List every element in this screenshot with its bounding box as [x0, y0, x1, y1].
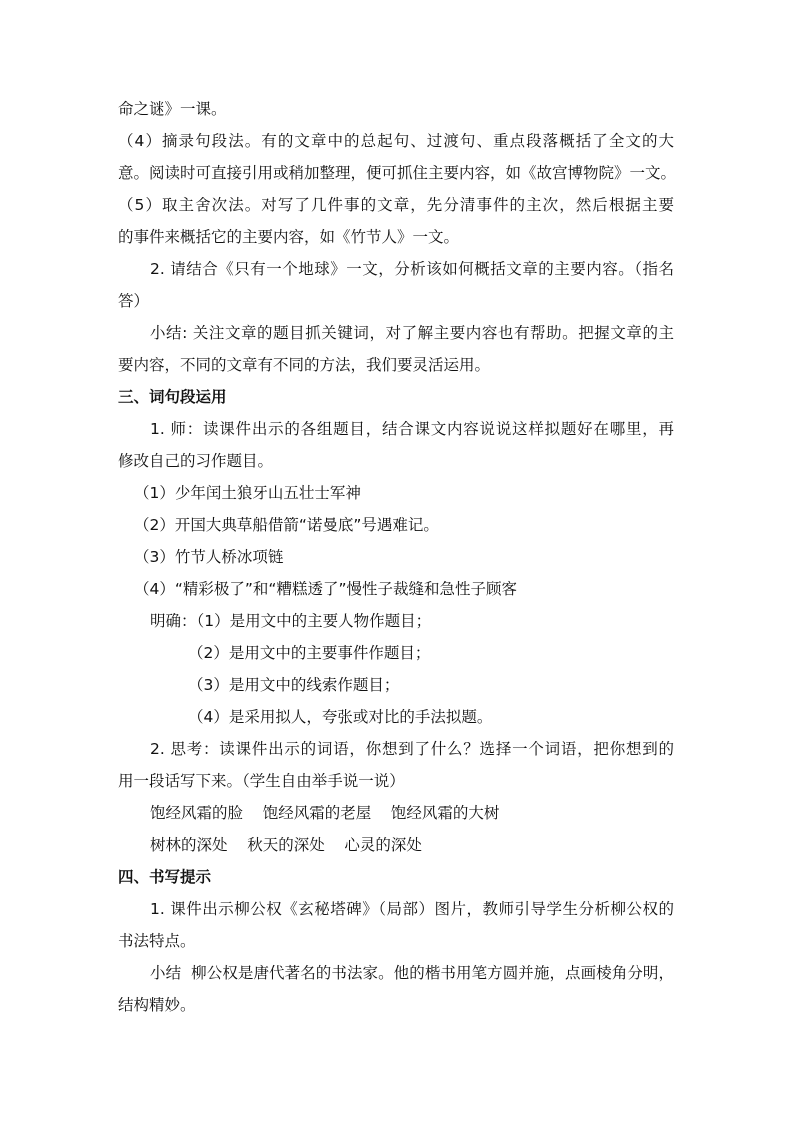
text-line: 2. 请结合《只有一个地球》一文，分析该如何概括文章的主要内容。（指名	[150, 260, 674, 278]
section-heading: 三、词句段运用	[118, 388, 227, 406]
text-line: （3）是用文中的线索作题目；	[188, 676, 400, 694]
text-line: 饱经风霜的脸 饱经风霜的老屋 饱经风霜的大树	[150, 804, 500, 822]
text-line: 1. 课件出示柳公权《玄秘塔碑》（局部）图片，教师引导学生分析柳公权的	[150, 900, 674, 918]
text-line: （5）取主舍次法。对写了几件事的文章，先分清事件的主次，然后根据主要	[118, 196, 674, 214]
text-line: 小结 柳公权是唐代著名的书法家。他的楷书用笔方圆并施，点画棱角分明，	[150, 964, 674, 982]
text-line: 2. 思考：读课件出示的词语，你想到了什么？选择一个词语，把你想到的	[150, 740, 674, 758]
text-line: 书法特点。	[118, 932, 196, 950]
text-line: （4）是采用拟人，夸张或对比的手法拟题。	[188, 708, 493, 726]
text-line: 用一段话写下来。（学生自由举手说一说）	[118, 772, 405, 790]
text-line: 1. 师：读课件出示的各组题目，结合课文内容说说这样拟题好在哪里，再	[150, 420, 674, 438]
text-line: 修改自己的习作题目。	[118, 452, 274, 470]
list-item: （2）开国大典草船借箭“诺曼底”号遇难记。	[134, 516, 439, 534]
list-item: （3）竹节人桥冰项链	[134, 548, 284, 566]
text-line: 结构精妙。	[118, 996, 196, 1014]
text-line: 命之谜》一课。	[118, 100, 227, 118]
text-line: 意。阅读时可直接引用或稍加整理，便可抓住主要内容，如《故宫博物院》一文。	[118, 164, 677, 182]
section-heading: 四、书写提示	[118, 868, 212, 886]
text-line: 要内容，不同的文章有不同的方法，我们要灵活运用。	[118, 356, 491, 374]
text-line: （4）摘录句段法。有的文章中的总起句、过渡句、重点段落概括了全文的大	[118, 132, 674, 150]
text-line: 小结: 关注文章的题目抓关键词，对了解主要内容也有帮助。把握文章的主	[150, 324, 674, 342]
list-item: （4）“精彩极了”和“糟糕透了”慢性子裁缝和急性子顾客	[134, 580, 517, 598]
text-line: （2）是用文中的主要事件作题目；	[188, 644, 431, 662]
text-line: 树林的深处 秋天的深处 心灵的深处	[150, 836, 422, 854]
list-item: （1）少年闰土狼牙山五壮士军神	[134, 484, 361, 502]
text-line: 明确：（1）是用文中的主要人物作题目；	[150, 612, 432, 630]
text-line: 答）	[118, 292, 150, 310]
text-line: 的事件来概括它的主要内容，如《竹节人》一文。	[118, 228, 460, 246]
